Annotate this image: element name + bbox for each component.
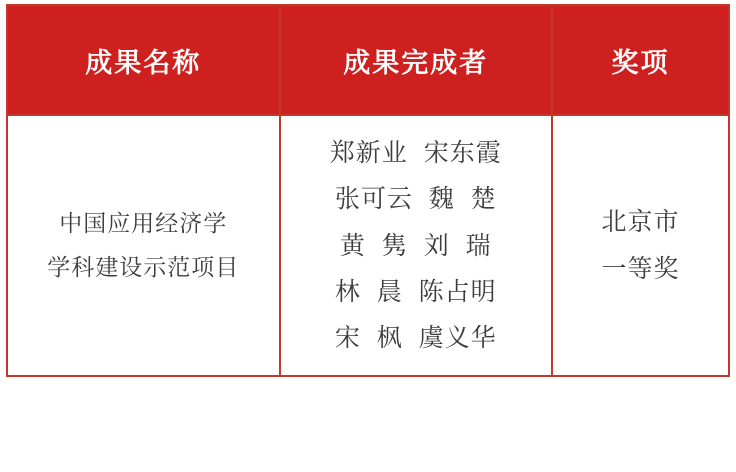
cell-award [552,115,729,376]
achievement-name-line: 学科建设示范项目 [47,253,240,280]
cell-authors [280,115,553,376]
column-header-award: 奖项 [552,5,729,115]
table-header-row [7,5,729,115]
cell-achievement-name [7,115,280,376]
author-line: 林 晨 陈占明 [334,277,497,306]
award-line: 一等奖 [601,254,680,283]
author-line: 黄 隽 刘 瑞 [339,231,492,260]
author-line: 张可云 魏 楚 [334,185,497,214]
table-header [7,5,729,115]
achievement-name-lines [16,202,271,289]
author-line: 郑新业 宋东霞 [329,139,502,167]
award-table [6,4,730,377]
column-header-authors: 成果完成者 [280,5,553,115]
table-row [7,115,729,376]
column-header-name: 成果名称 [7,5,280,115]
table-body [7,115,729,376]
award-line: 北京市 [601,208,680,237]
award-lines [561,199,720,292]
achievement-name-line: 中国应用经济学 [59,209,228,236]
authors-lines [289,130,544,361]
author-line: 宋 枫 虞义华 [334,324,497,352]
